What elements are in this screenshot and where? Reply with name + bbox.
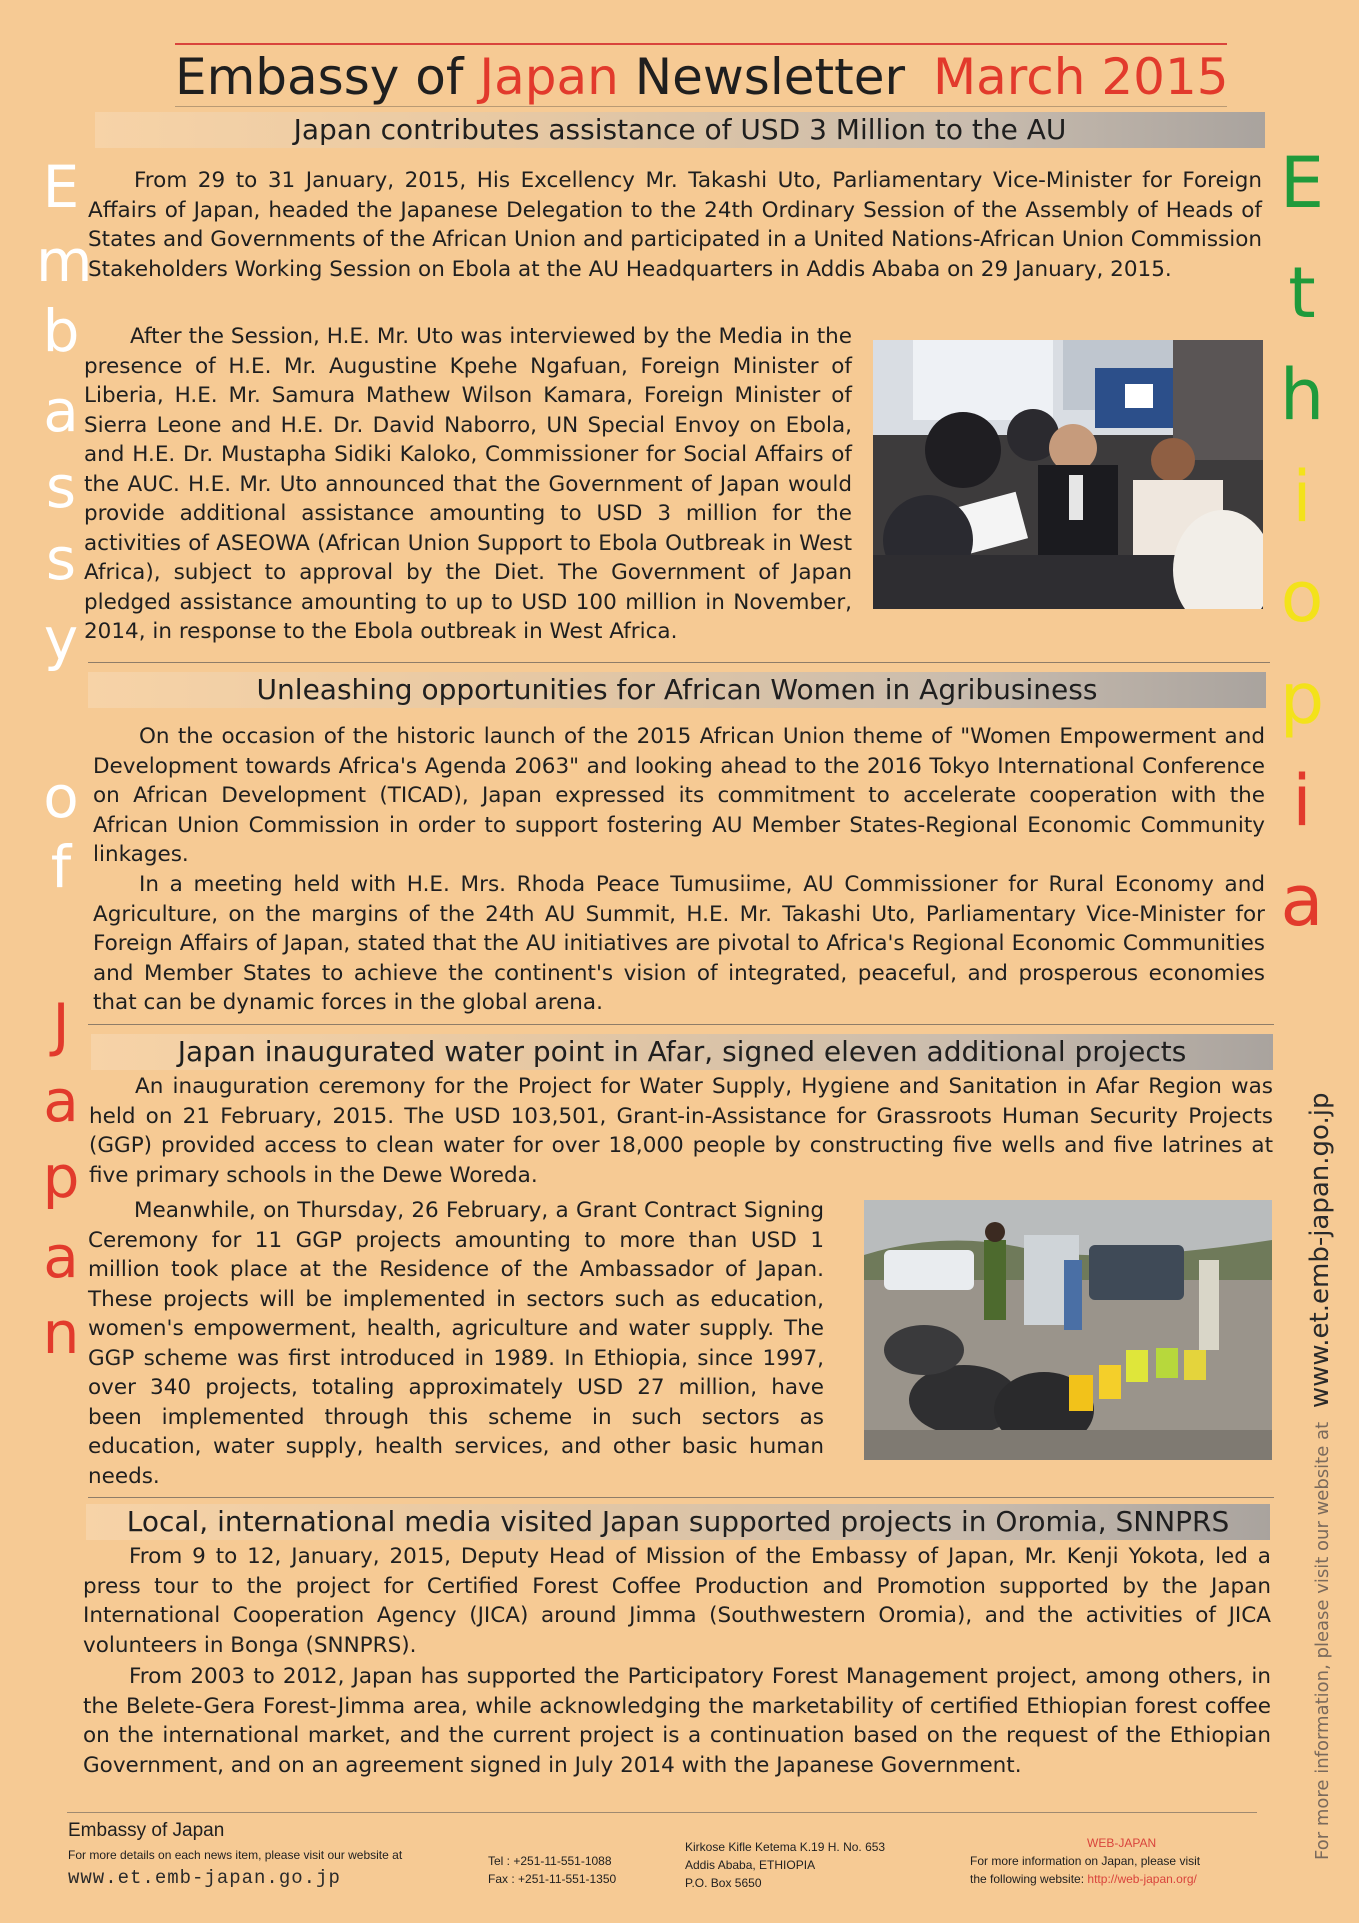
water-point-photo [864,1200,1272,1460]
side-letter-h: h [1279,354,1325,436]
article-paragraph: After the Session, H.E. Mr. Uto was interviewed by the Media in the presence of H.E. Mr. Augustine Kpehe Ngafuan, Foreign Minister of Liberia, H.E. Mr. Samura Mathew Wilson Kamara, Foreign Minister of Sierra Leone and H.E. Dr. David Naborro, UN Special Envoy on Ebola, and H.E. Dr. Mustapha Sidiki Kaloko, Commissioner for Social Affairs of the AUC. H.E. Mr. Uto announced that the Government of Japan would provide additional assistance amounting to USD 3 million for the activities of ASEOWA (African Union Support to Ebola Outbreak in West Africa), subject to approval by the Diet. The Government of Japan pledged assistance amounting to up to USD 100 million in November, 2014, in response to the Ebola outbreak in West Africa. [84,324,852,644]
footer-address-line: P.O. Box 5650 [685,1876,762,1890]
side-letter-E: E [42,153,80,221]
website-url-vertical[interactable]: www.et.emb-japan.go.jp [1305,1092,1335,1409]
footer-rule [67,1812,1257,1813]
side-letter-f: f [50,833,72,901]
side-letter-n: n [42,1299,80,1367]
article-paragraph: From 9 to 12, January, 2015, Deputy Head of Mission of the Embassy of Japan, Mr. Kenji Yokota, led a press tour to the project for Certified Forest Coffee Production and Promotion supported by the Japan International Cooperation Agency (JICA) around Jimma (Southwestern Oromia), and the activities of JICA volunteers in Bonga (SNNPRS). [83,1544,1271,1658]
media-interview-photo [873,340,1263,609]
article-paragraph: In a meeting held with H.E. Mrs. Rhoda Peace Tumusiime, AU Commissioner for Rural Economy and Agriculture, on the margins of the 24th AU Summit, H.E. Mr. Takashi Uto, Parliamentary Vice-Minister for Foreign Affairs of Japan, stated that the AU initiatives are pivotal to Africa's Regional Economic Communities and Member States to achieve the continent's vision of integrated, peaceful, and prosperous economies that can be dynamic forces in the global arena. [93,872,1265,1015]
footer-web-japan-link[interactable]: http://web-japan.org/ [1087,1872,1197,1886]
side-letter-i: i [1292,456,1312,538]
side-letter-p: p [1279,658,1325,740]
footer-address-line: Kirkose Kifle Ketema K.19 H. No. 653 [685,1840,886,1854]
side-letter-s: s [45,525,77,593]
title-date: March 2015 [933,48,1229,106]
side-letter-s: s [45,453,77,521]
side-letter-a: a [1280,860,1324,942]
side-letter-a: a [43,377,79,445]
article-paragraph: On the occasion of the historic launch of the 2015 African Union theme of "Women Empowerment and Development towards Africa's Agenda 2063" and looking ahead to the 2016 Tokyo International Conference on African Development (TICAD), Japan expressed its commitment to accelerate cooperation with the African Union Commission in order to support fostering AU Member States-Regional Economic Community linkages. [93,724,1265,867]
title-bottom-rule [175,106,1227,107]
section-divider [88,1024,1274,1025]
footer-web-japan-label: WEB-JAPAN [1087,1836,1157,1850]
section-heading: Local, international media visited Japan supported projects in Oromia, SNNPRS [86,1504,1270,1540]
article-paragraph: An inauguration ceremony for the Project for Water Supply, Hygiene and Sanitation in Afar Region was held on 21 February, 2015. The USD 103,501, Grant-in-Assistance for Grassroots Human Security Projects (GGP) provided access to clean water for over 18,000 people by constructing five wells and five latrines at five primary schools in the Dewe Woreda. [89,1074,1273,1188]
side-letter-a: a [43,1067,79,1135]
website-vertical-note [1300,1092,1340,1860]
website-note-text: For more information, please visit our website at [1312,1421,1333,1860]
side-letter-o: o [1280,556,1324,638]
footer-details-note: For more details on each news item, please visit our website at [68,1848,403,1862]
title-japan: Japan [479,48,619,106]
footer-address-line: Addis Ababa, ETHIOPIA [685,1858,816,1872]
footer-tel: Tel : +251-11-551-1088 [488,1854,612,1868]
side-letter-E: E [1279,142,1325,224]
section-heading: Unleashing opportunities for African Women in Agribusiness [88,672,1266,708]
section-heading: Japan inaugurated water point in Afar, signed eleven additional projects [91,1034,1273,1070]
side-letter-b: b [42,297,80,365]
side-letter-J: J [52,991,70,1059]
title-top-rule [175,43,1227,45]
article-paragraph: From 29 to 31 January, 2015, His Excellency Mr. Takashi Uto, Parliamentary Vice-Minister for Foreign Affairs of Japan, headed the Japanese Delegation to the 24th Ordinary Session of the Assembly of Heads of States and Governments of the African Union and participated in a United Nations-African Union Commission Stakeholders Working Session on Ebola at the AU Headquarters in Addis Ababa on 29 January, 2015. [88,168,1262,282]
side-letter-m: m [36,227,93,295]
section-heading: Japan contributes assistance of USD 3 Million to the AU [95,112,1265,148]
title-newsletter: Newsletter [634,48,906,106]
side-letter-o: o [43,763,79,831]
article-paragraph: From 2003 to 2012, Japan has supported the Participatory Forest Management project, among others, in the Belete-Gera Forest-Jimma area, while acknowledging the marketability of certified Ethiopian forest coffee on the international market, and the current project is a continuation based on the request of the Ethiopian Government, and on an agreement signed in July 2014 with the Japanese Government. [83,1664,1271,1778]
newsletter-title [175,48,1227,106]
footer-website-link[interactable]: www.et.emb-japan.go.jp [68,1867,341,1889]
footer-web-japan-line [970,1872,1197,1886]
side-letter-t: t [1288,252,1316,334]
section-divider [88,662,1270,663]
side-letter-a: a [43,1223,79,1291]
side-letter-p: p [42,1143,80,1211]
side-letter-i: i [1292,760,1312,842]
side-letter-y: y [43,605,79,673]
article-paragraph: Meanwhile, on Thursday, 26 February, a Grant Contract Signing Ceremony for 11 GGP projects amounting to more than USD 1 million took place at the Residence of the Ambassador of Japan. These projects will be implemented in sectors such as education, women's empowerment, health, agriculture and water supply. The GGP scheme was first introduced in 1989. In Ethiopia, since 1997, over 340 projects, totaling approximately USD 27 million, have been implemented through this scheme in such sectors as education, water supply, health services, and other basic human needs. [88,1198,824,1489]
footer-fax: Fax : +251-11-551-1350 [488,1872,617,1886]
footer-web-japan-note: the following website: [970,1872,1085,1886]
section-divider [88,1497,1274,1498]
footer-org-name: Embassy of Japan [68,1820,225,1841]
title-embassy-of: Embassy of [175,48,464,106]
footer-web-japan-note: For more information on Japan, please visit [970,1854,1201,1868]
